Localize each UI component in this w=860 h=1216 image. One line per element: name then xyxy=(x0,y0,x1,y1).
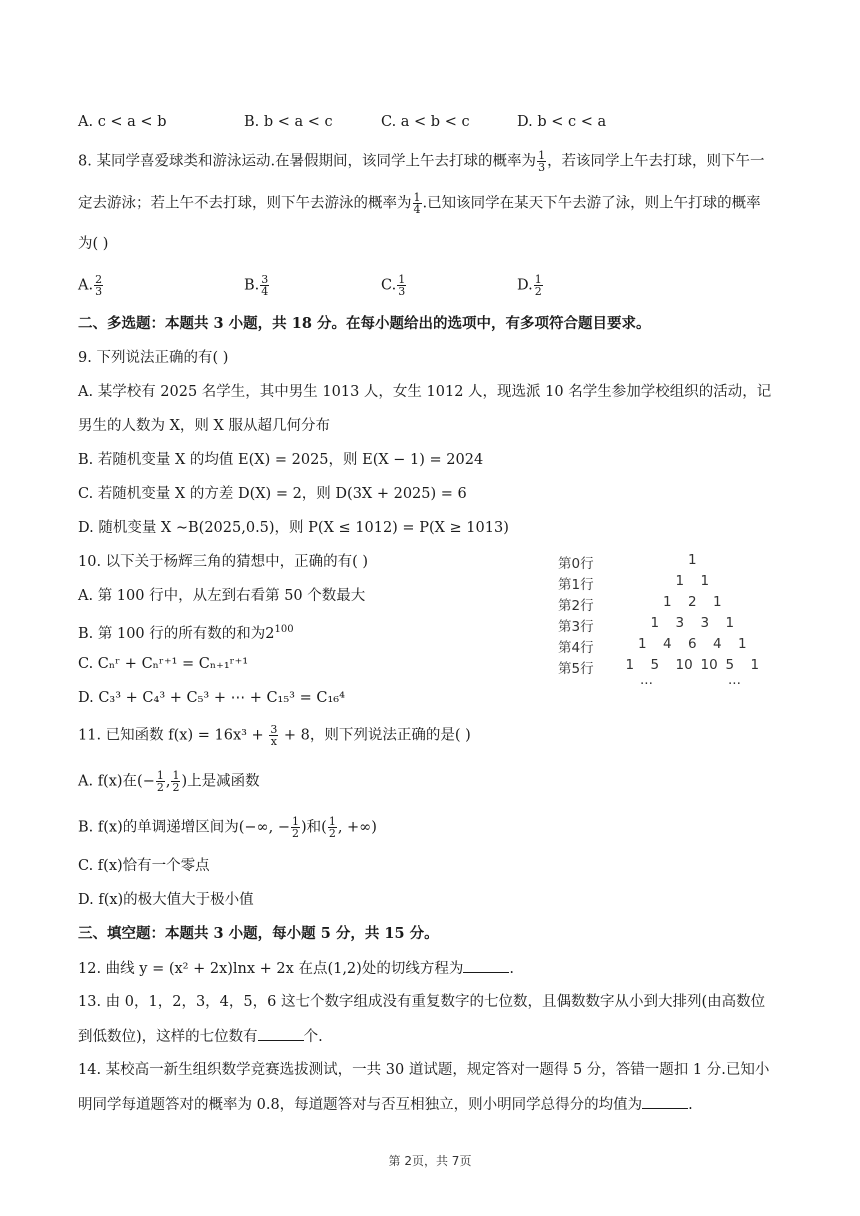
q11-option-b xyxy=(78,816,377,839)
section-3-heading: 三、填空题：本题共 3 小题，每小题 5 分，共 15 分。 xyxy=(78,925,439,942)
q10-option-a: A. 第 100 行中，从左到右看第 50 个数最大 xyxy=(78,588,366,604)
q11-option-d: D. f(x)的极大值大于极小值 xyxy=(78,892,254,908)
q14-answer-blank[interactable] xyxy=(642,1094,688,1109)
q11-b-text: )和( xyxy=(300,819,327,836)
triangle-row-label: 第5行 xyxy=(558,661,594,677)
q8-text: .已知该同学在某天下午去游了泳，则上午打球的概率 xyxy=(422,195,761,212)
q10-option-b xyxy=(78,620,294,644)
q11-b-frac-2: $\frac{1}{2}$ xyxy=(328,815,336,840)
triangle-row-label: 第0行 xyxy=(558,556,594,572)
q14-text: . xyxy=(688,1097,693,1113)
q11-a-text: A. f(x)在(− xyxy=(78,773,155,790)
q13-text: 到低数位)，这样的七位数有 xyxy=(78,1029,258,1045)
q8-text: 定去游泳；若上午不去打球，则下午去游泳的概率为 xyxy=(78,195,412,212)
q8-fraction-1: $\frac{1}{3}$ xyxy=(538,149,546,174)
q8-line-2 xyxy=(78,192,761,215)
q8-option-fraction: $\frac{1}{3}$ xyxy=(398,273,406,298)
triangle-number: 1 xyxy=(713,594,722,610)
q8-option-b xyxy=(244,274,270,297)
triangle-number: 1 xyxy=(700,573,710,589)
q8-line-3: 为( ) xyxy=(78,236,109,252)
q13-answer-blank[interactable] xyxy=(258,1026,304,1041)
q14-line-2 xyxy=(78,1094,693,1115)
triangle-number: 10 xyxy=(675,657,693,673)
triangle-row-label: 第3行 xyxy=(558,619,594,635)
triangle-number: 5 xyxy=(725,657,735,673)
q9-option-b: B. 若随机变量 X 的均值 E(X) = 2025，则 E(X − 1) = 2024 xyxy=(78,452,484,468)
triangle-number: 5 xyxy=(650,657,660,673)
triangle-number: 1 xyxy=(663,594,672,610)
triangle-number: 10 xyxy=(700,657,718,673)
q11-a-text: )上是减函数 xyxy=(181,773,260,790)
q8-option-label: A. xyxy=(78,277,94,294)
q13-line-2 xyxy=(78,1026,323,1047)
q11-stem xyxy=(78,724,471,747)
q8-option-a xyxy=(78,274,104,297)
q9-option-a-line2: 男生的人数为 X，则 X 服从超几何分布 xyxy=(78,418,330,434)
triangle-number: 1 xyxy=(638,636,647,652)
q12 xyxy=(78,958,514,979)
q8-fraction-2: $\frac{1}{4}$ xyxy=(413,191,421,216)
q8-option-c xyxy=(381,274,407,297)
q11-fraction: $\frac{3}{x}$ xyxy=(270,723,278,748)
q11-stem-text: + 8，则下列说法正确的是( ) xyxy=(283,727,471,744)
q14-line-1: 14. 某校高一新生组织数学竞赛选拔测试，一共 30 道试题，规定答对一题得 5 分，答错一题扣 1 分.已知小 xyxy=(78,1062,770,1078)
triangle-row-label: 第2行 xyxy=(558,598,594,614)
q11-option-a: A. f(x)在(− $\frac{1}{2}$ , $\frac{1}{2}$ )上是减函数 xyxy=(78,769,260,794)
triangle-row-label: 第4行 xyxy=(558,640,594,656)
q8-option-label: D. xyxy=(517,277,533,294)
q12-text: 12. 曲线 y = (x² + 2x)lnx + 2x 在点(1,2)处的切线方程为 xyxy=(78,961,464,977)
q10-option-d: D. C₃³ + C₄³ + C₅³ + ⋯ + C₁₅³ = C₁₆⁴ xyxy=(78,690,345,706)
section-2-heading: 二、多选题：本题共 3 小题，共 18 分。在每小题给出的选项中，有多项符合题目要求。 xyxy=(78,315,651,332)
q10-option-b-text: B. 第 100 行的所有数的和为2 xyxy=(78,625,275,642)
triangle-number: 1 xyxy=(675,573,685,589)
q12-text: . xyxy=(509,961,514,977)
triangle-number: 3 xyxy=(675,615,685,631)
q7-option-a: A. c < a < b xyxy=(78,114,167,130)
q7-option-c: C. a < b < c xyxy=(381,114,470,130)
q11-a-frac-2: $\frac{1}{2}$ xyxy=(172,769,180,794)
q11-a-frac-1: $\frac{1}{2}$ xyxy=(156,769,164,794)
q8-option-fraction: $\frac{1}{2}$ xyxy=(534,273,542,298)
q11-option-c: C. f(x)恰有一个零点 xyxy=(78,858,210,874)
q7-option-b: B. b < a < c xyxy=(244,114,333,130)
q8-option-label: C. xyxy=(381,277,397,294)
q13-line-1: 13. 由 0，1，2，3，4，5，6 这七个数字组成没有重复数字的七位数，且偶数数字从小到大排列(由高数位 xyxy=(78,994,766,1010)
triangle-number: 1 xyxy=(725,615,735,631)
q11-b-text: , +∞) xyxy=(337,819,377,836)
q12-answer-blank[interactable] xyxy=(463,958,509,973)
q9-option-d: D. 随机变量 X ∼B(2025,0.5)，则 P(X ≤ 1012) = P(X ≥ 1013) xyxy=(78,520,509,536)
q10-option-c: C. Cₙʳ + Cₙʳ⁺¹ = Cₙ₊₁ʳ⁺¹ xyxy=(78,656,249,672)
triangle-number: 1 xyxy=(650,615,660,631)
page-footer: 第 2页，共 7页 xyxy=(388,1154,472,1168)
q8-line-1 xyxy=(78,150,765,173)
q11-stem-text: 11. 已知函数 f(x) = 16x³ + xyxy=(78,727,264,744)
q9-option-c: C. 若随机变量 X 的方差 D(X) = 2，则 D(3X + 2025) = 6 xyxy=(78,486,467,502)
q8-text: ，若该同学上午去打球，则下午一 xyxy=(547,153,765,170)
q14-text: 明同学每道题答对的概率为 0.8，每道题答对与否互相独立，则小明同学总得分的均值为 xyxy=(78,1097,643,1113)
q10-stem: 10. 以下关于杨辉三角的猜想中，正确的有( ) xyxy=(78,554,369,570)
triangle-number: 1 xyxy=(625,657,635,673)
triangle-number: 1 xyxy=(750,657,760,673)
triangle-number: 1 xyxy=(738,636,747,652)
q9-stem: 9. 下列说法正确的有( ) xyxy=(78,350,229,366)
triangle-ellipsis-left: ··· xyxy=(640,676,653,692)
triangle-number: 3 xyxy=(700,615,710,631)
triangle-number: 2 xyxy=(688,594,697,610)
q7-option-d: D. b < c < a xyxy=(517,114,607,130)
q8-option-label: B. xyxy=(244,277,260,294)
q8-option-d xyxy=(517,274,544,297)
q11-b-text: B. f(x)的单调递增区间为(−∞, − xyxy=(78,819,290,836)
q8-option-fraction: $\frac{2}{3}$ xyxy=(95,273,103,298)
triangle-number: 6 xyxy=(688,636,697,652)
yanghui-triangle-figure xyxy=(556,552,786,702)
q8-text: 8. 某同学喜爱球类和游泳运动.在暑假期间，该同学上午去打球的概率为 xyxy=(78,153,537,170)
q11-b-frac-1: $\frac{1}{2}$ xyxy=(291,815,299,840)
triangle-number: 1 xyxy=(688,552,697,568)
q10-option-b-exponent: 100 xyxy=(274,624,294,635)
triangle-row-label: 第1行 xyxy=(558,577,594,593)
q9-option-a-line1: A. 某学校有 2025 名学生，其中男生 1013 人，女生 1012 人，现选派 10 名学生参加学校组织的活动，记 xyxy=(78,384,772,400)
q13-text: 个. xyxy=(303,1029,323,1045)
triangle-number: 4 xyxy=(663,636,672,652)
q8-option-fraction: $\frac{3}{4}$ xyxy=(261,273,269,298)
triangle-number: 4 xyxy=(713,636,722,652)
triangle-ellipsis-right: ··· xyxy=(728,676,741,692)
